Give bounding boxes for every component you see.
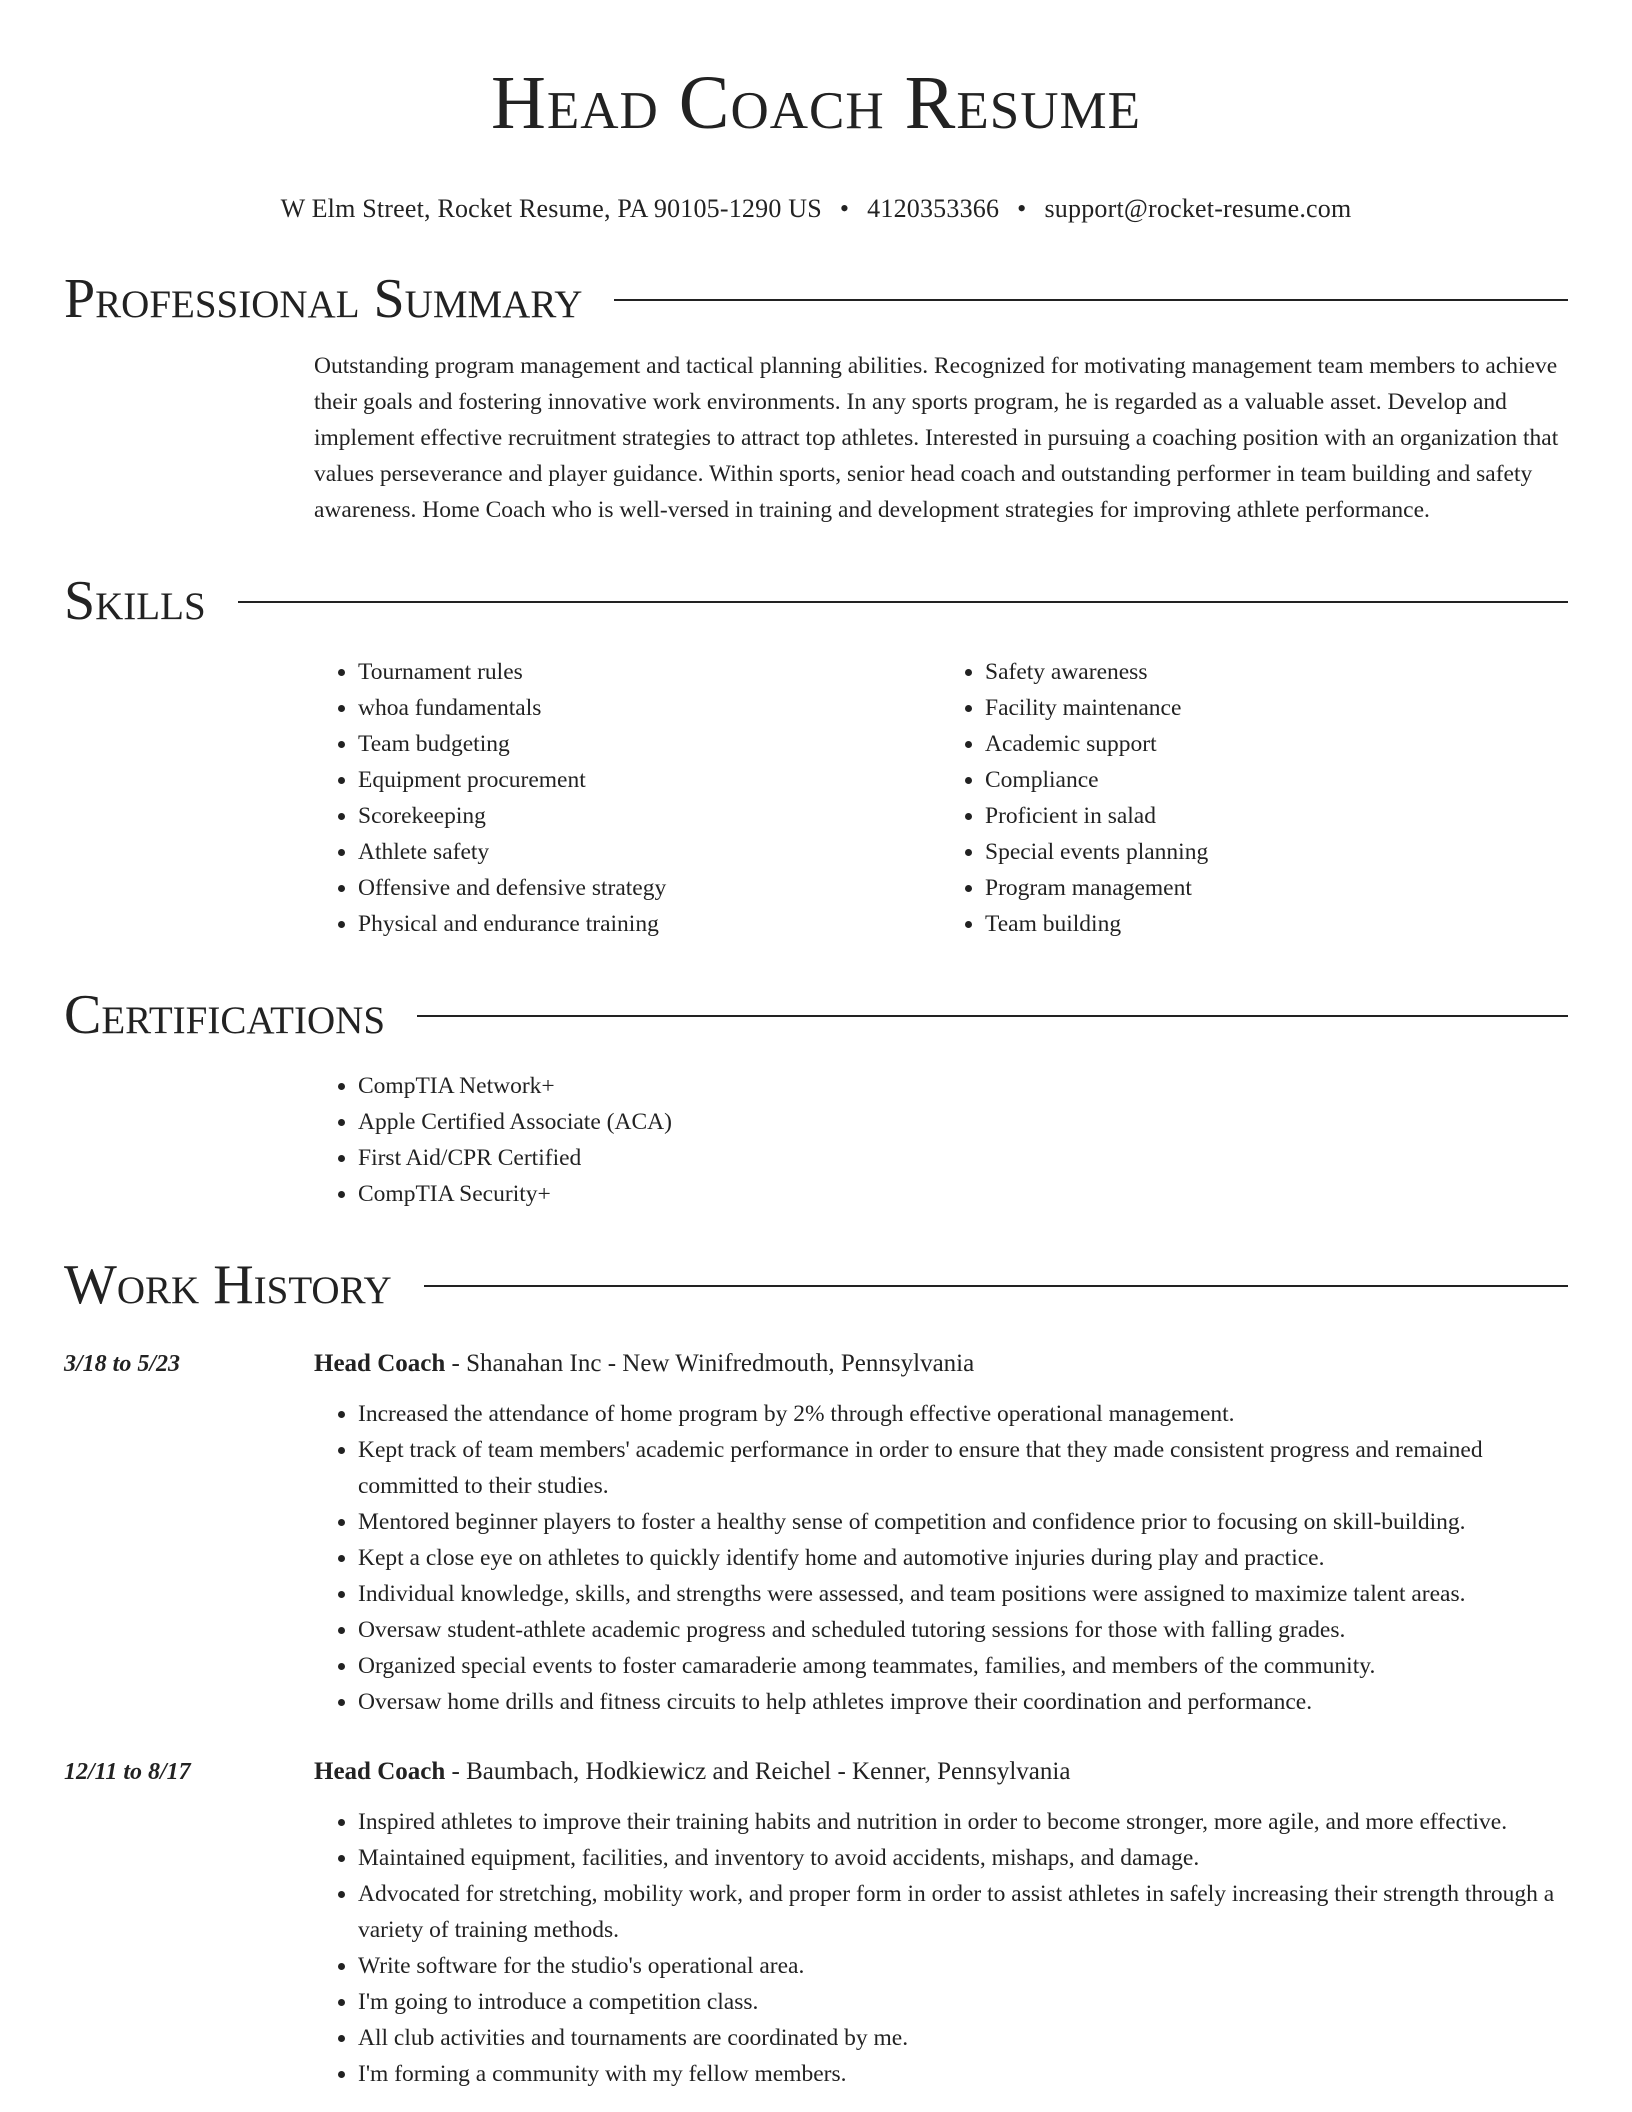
job-dates: 12/11 to 8/17 — [64, 1759, 191, 1785]
skills-heading: Skills — [64, 570, 206, 632]
skill-item: • Tournament rules — [358, 654, 941, 690]
job-bullet: • I'm forming a community with my fellow members. — [358, 2056, 1568, 2092]
skill-item: • Safety awareness — [985, 654, 1568, 690]
summary-heading: Professional Summary — [64, 268, 583, 330]
summary-section-header — [64, 268, 1568, 330]
skill-item: • Scorekeeping — [358, 798, 941, 834]
section-divider — [417, 1015, 1568, 1017]
certification-item: • Apple Certified Associate (ACA) — [358, 1104, 1568, 1140]
certification-item: • CompTIA Security+ — [358, 1176, 1568, 1212]
skill-item: • Athlete safety — [358, 834, 941, 870]
skills-column-left — [314, 654, 941, 942]
section-divider — [614, 299, 1568, 301]
contact-line — [64, 192, 1568, 226]
job-bullet: • Maintained equipment, facilities, and inventory to avoid accidents, mishaps, and damage. — [358, 1840, 1568, 1876]
job-header — [314, 1754, 1568, 1790]
job-bullet: • Kept track of team members' academic performance in order to ensure that they made consistent progress and remained committed to their studies. — [358, 1432, 1568, 1504]
skill-item: • Team budgeting — [358, 726, 941, 762]
job-title: Head Coach — [314, 1350, 446, 1377]
section-divider — [424, 1285, 1568, 1287]
skill-item: • Proficient in salad — [985, 798, 1568, 834]
job-title: Head Coach — [314, 1758, 446, 1785]
skill-item: • Special events planning — [985, 834, 1568, 870]
skill-item: • whoa fundamentals — [358, 690, 941, 726]
job-bullets — [314, 1396, 1568, 1720]
certifications-list — [314, 1068, 1568, 1212]
work-heading: Work History — [64, 1254, 392, 1316]
address: W Elm Street, Rocket Resume, PA 90105-1290 US — [280, 194, 822, 223]
job-bullet: • Advocated for stretching, mobility work, and proper form in order to assist athletes in safely increasing their strength through a variety of training methods. — [358, 1876, 1568, 1948]
job-bullet: • Kept a close eye on athletes to quickly identify home and automotive injuries during play and practice. — [358, 1540, 1568, 1576]
skill-item: • Academic support — [985, 726, 1568, 762]
job-bullets — [314, 1804, 1568, 2092]
skills-list — [314, 654, 1568, 942]
certification-item: • First Aid/CPR Certified — [358, 1140, 1568, 1176]
job-bullet: • Individual knowledge, skills, and strengths were assessed, and team positions were assigned to maximize talent areas. — [358, 1576, 1568, 1612]
job-bullet: • Increased the attendance of home program by 2% through effective operational management. — [358, 1396, 1568, 1432]
section-divider — [238, 601, 1568, 603]
job-bullet: • Organized special events to foster camaraderie among teammates, families, and members of the community. — [358, 1648, 1568, 1684]
job-bullet: • Oversaw student-athlete academic progress and scheduled tutoring sessions for those with falling grades. — [358, 1612, 1568, 1648]
job-bullet: • Oversaw home drills and fitness circuits to help athletes improve their coordination and performance. — [358, 1684, 1568, 1720]
job-content — [314, 1346, 1568, 1720]
skill-item: • Equipment procurement — [358, 762, 941, 798]
skill-item: • Facility maintenance — [985, 690, 1568, 726]
job-bullet: • Inspired athletes to improve their training habits and nutrition in order to become stronger, more agile, and more effective. — [358, 1804, 1568, 1840]
skills-column-right — [941, 654, 1568, 942]
job-bullet: • Write software for the studio's operational area. — [358, 1948, 1568, 1984]
skill-item: • Physical and endurance training — [358, 906, 941, 942]
job-header — [314, 1346, 1568, 1382]
job-entry — [64, 1346, 1568, 1720]
summary-text: Outstanding program management and tactical planning abilities. Recognized for motivating management team members to achieve their goals and fostering innovative work environments. In any sports program, he is regarded as a valuable asset. Develop and implement effective recruitment strategies to attract top athletes. Interested in pursuing a coaching position with an organization that values perseverance and player guidance. Within sports, senior head coach and outstanding performer in team building and safety awareness. Home Coach who is well-versed in training and development strategies for improving athlete performance. — [314, 353, 1559, 523]
separator: • — [839, 194, 850, 223]
job-bullet: • All club activities and tournaments are coordinated by me. — [358, 2020, 1568, 2056]
certifications-section-header — [64, 984, 1568, 1046]
resume-title: Head Coach Resume — [491, 61, 1141, 145]
skill-item: • Offensive and defensive strategy — [358, 870, 941, 906]
skill-item: • Team building — [985, 906, 1568, 942]
job-dates: 3/18 to 5/23 — [64, 1351, 181, 1377]
job-bullet: • I'm going to introduce a competition class. — [358, 1984, 1568, 2020]
job-entry — [64, 1754, 1568, 2092]
phone: 4120353366 — [867, 194, 1000, 223]
separator: • — [1017, 194, 1027, 223]
job-employer: - Shanahan Inc - New Winifredmouth, Pennsylvania — [445, 1350, 975, 1377]
skill-item: • Compliance — [985, 762, 1568, 798]
certification-item: • CompTIA Network+ — [358, 1068, 1568, 1104]
job-content — [314, 1754, 1568, 2092]
certifications-ul — [314, 1068, 1568, 1212]
work-section-header — [64, 1254, 1568, 1316]
certifications-heading: Certifications — [64, 984, 386, 1046]
job-employer: - Baumbach, Hodkiewicz and Reichel - Kenner, Pennsylvania — [445, 1758, 1071, 1785]
skill-item: • Program management — [985, 870, 1568, 906]
job-bullet: • Mentored beginner players to foster a healthy sense of competition and confidence prior to focusing on skill-building. — [358, 1504, 1568, 1540]
email-link[interactable]: support@rocket-resume.com — [1044, 194, 1352, 223]
skills-section-header — [64, 570, 1568, 632]
